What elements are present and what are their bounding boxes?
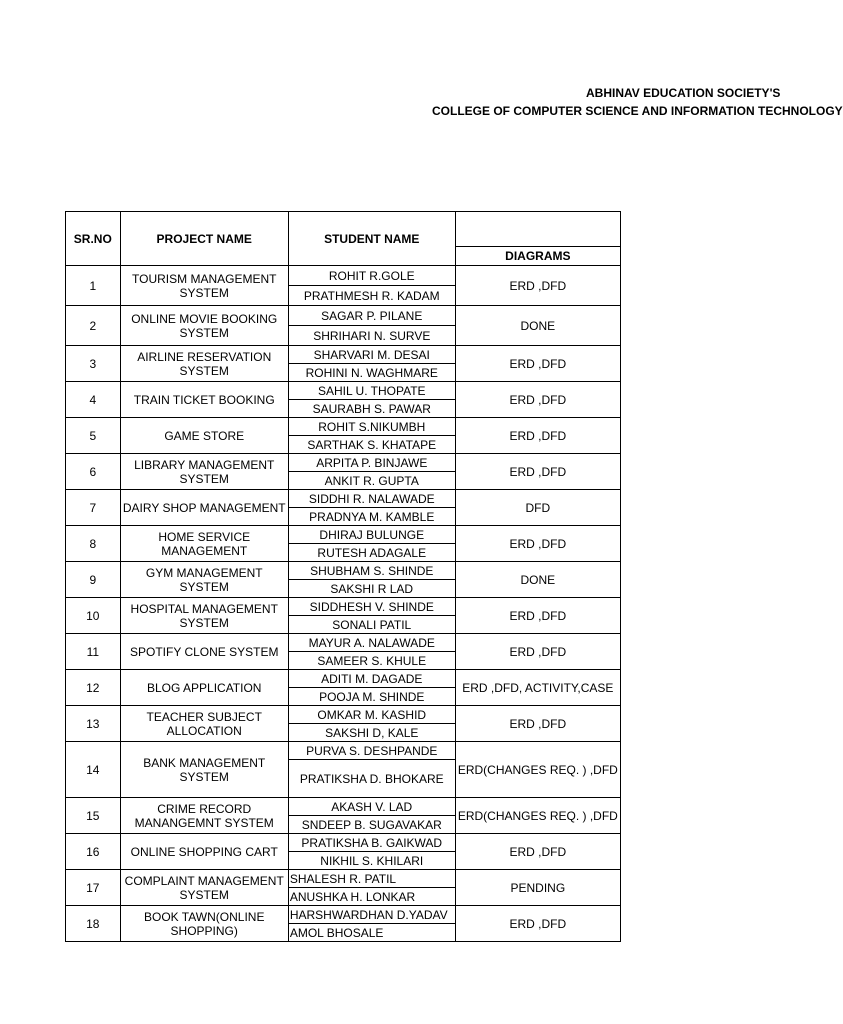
table-row — [66, 834, 621, 852]
student-name-cell: ADITI M. DAGADE — [288, 670, 455, 688]
student-name-cell: SARTHAK S. KHATAPE — [288, 436, 455, 454]
project-name-cell: TEACHER SUBJECT ALLOCATION — [120, 706, 288, 742]
table-row — [66, 906, 621, 924]
student-name-cell: NIKHIL S. KHILARI — [288, 852, 455, 870]
student-name-cell: SAKSHI R LAD — [288, 580, 455, 598]
student-name-cell: DHIRAJ BULUNGE — [288, 526, 455, 544]
project-table — [65, 211, 621, 942]
project-name-cell: COMPLAINT MANAGEMENT SYSTEM — [120, 870, 288, 906]
project-name-cell: HOME SERVICE MANAGEMENT — [120, 526, 288, 562]
col-header-student-name: STUDENT NAME — [288, 212, 455, 266]
project-name-cell: BLOG APPLICATION — [120, 670, 288, 706]
project-name-cell: GAME STORE — [120, 418, 288, 454]
diagrams-cell: ERD ,DFD — [455, 382, 620, 418]
table-row — [66, 598, 621, 616]
student-name-cell: ROHIT R.GOLE — [288, 266, 455, 286]
diagrams-cell: ERD ,DFD — [455, 598, 620, 634]
student-name-cell: SAURABH S. PAWAR — [288, 400, 455, 418]
sr-no-cell: 17 — [66, 870, 121, 906]
table-row — [66, 266, 621, 286]
table-row — [66, 382, 621, 400]
sr-no-cell: 11 — [66, 634, 121, 670]
diagrams-cell: ERD ,DFD — [455, 834, 620, 870]
diagrams-cell: ERD ,DFD — [455, 526, 620, 562]
student-name-cell: PURVA S. DESHPANDE — [288, 742, 455, 760]
student-name-cell: ROHIT S.NIKUMBH — [288, 418, 455, 436]
sr-no-cell: 8 — [66, 526, 121, 562]
student-name-cell: AMOL BHOSALE — [288, 924, 455, 942]
project-name-cell: CRIME RECORD MANANGEMNT SYSTEM — [120, 798, 288, 834]
diagrams-cell: DFD — [455, 490, 620, 526]
project-name-cell: TOURISM MANAGEMENT SYSTEM — [120, 266, 288, 306]
diagrams-cell: ERD ,DFD — [455, 706, 620, 742]
sr-no-cell: 1 — [66, 266, 121, 306]
project-name-cell: ONLINE MOVIE BOOKING SYSTEM — [120, 306, 288, 346]
table-row — [66, 870, 621, 888]
table-row — [66, 742, 621, 760]
sr-no-cell: 12 — [66, 670, 121, 706]
col-header-project-name: PROJECT NAME — [120, 212, 288, 266]
sr-no-cell: 4 — [66, 382, 121, 418]
student-name-cell: SIDDHESH V. SHINDE — [288, 598, 455, 616]
student-name-cell: MAYUR A. NALAWADE — [288, 634, 455, 652]
diagrams-cell: ERD ,DFD — [455, 266, 620, 306]
student-name-cell: PRATIKSHA B. GAIKWAD — [288, 834, 455, 852]
student-name-cell: SAGAR P. PILANE — [288, 306, 455, 326]
project-name-cell: AIRLINE RESERVATION SYSTEM — [120, 346, 288, 382]
table-row — [66, 418, 621, 436]
diagrams-cell: DONE — [455, 562, 620, 598]
diagrams-cell: PENDING — [455, 870, 620, 906]
student-name-cell: SHUBHAM S. SHINDE — [288, 562, 455, 580]
student-name-cell: PRATIKSHA D. BHOKARE — [288, 760, 455, 798]
table-row — [66, 706, 621, 724]
sr-no-cell: 7 — [66, 490, 121, 526]
project-name-cell: SPOTIFY CLONE SYSTEM — [120, 634, 288, 670]
table-row — [66, 634, 621, 652]
sr-no-cell: 10 — [66, 598, 121, 634]
student-name-cell: ROHINI N. WAGHMARE — [288, 364, 455, 382]
sr-no-cell: 9 — [66, 562, 121, 598]
table-row — [66, 798, 621, 816]
student-name-cell: HARSHWARDHAN D.YADAV — [288, 906, 455, 924]
project-name-cell: LIBRARY MANAGEMENT SYSTEM — [120, 454, 288, 490]
diagrams-cell: ERD ,DFD — [455, 418, 620, 454]
sr-no-cell: 14 — [66, 742, 121, 798]
table-body — [66, 266, 621, 942]
diagrams-cell: ERD ,DFD, ACTIVITY,CASE — [455, 670, 620, 706]
student-name-cell: SNDEEP B. SUGAVAKAR — [288, 816, 455, 834]
project-name-cell: BOOK TAWN(ONLINE SHOPPING) — [120, 906, 288, 942]
diagrams-cell: ERD ,DFD — [455, 906, 620, 942]
sr-no-cell: 15 — [66, 798, 121, 834]
table-row — [66, 490, 621, 508]
col-header-blank — [455, 212, 620, 247]
student-name-cell: ANUSHKA H. LONKAR — [288, 888, 455, 906]
table-row — [66, 562, 621, 580]
project-name-cell: GYM MANAGEMENT SYSTEM — [120, 562, 288, 598]
student-name-cell: SHALESH R. PATIL — [288, 870, 455, 888]
student-name-cell: SHRIHARI N. SURVE — [288, 326, 455, 346]
sr-no-cell: 3 — [66, 346, 121, 382]
college-name: COLLEGE OF COMPUTER SCIENCE AND INFORMATION TECHNOLOGY — [432, 104, 843, 118]
table-row — [66, 306, 621, 326]
institution-name: ABHINAV EDUCATION SOCIETY'S — [586, 86, 781, 100]
student-name-cell: SAHIL U. THOPATE — [288, 382, 455, 400]
diagrams-cell: ERD ,DFD — [455, 346, 620, 382]
diagrams-cell: ERD(CHANGES REQ. ) ,DFD — [455, 742, 620, 798]
project-name-cell: DAIRY SHOP MANAGEMENT — [120, 490, 288, 526]
project-name-cell: ONLINE SHOPPING CART — [120, 834, 288, 870]
col-header-diagrams: DIAGRAMS — [455, 247, 620, 266]
student-name-cell: PRADNYA M. KAMBLE — [288, 508, 455, 526]
project-name-cell: HOSPITAL MANAGEMENT SYSTEM — [120, 598, 288, 634]
col-header-sr-no: SR.NO — [66, 212, 121, 266]
student-name-cell: SHARVARI M. DESAI — [288, 346, 455, 364]
student-name-cell: ARPITA P. BINJAWE — [288, 454, 455, 472]
diagrams-cell: ERD(CHANGES REQ. ) ,DFD — [455, 798, 620, 834]
table-row — [66, 346, 621, 364]
sr-no-cell: 5 — [66, 418, 121, 454]
student-name-cell: SONALI PATIL — [288, 616, 455, 634]
table-row — [66, 526, 621, 544]
student-name-cell: PRATHMESH R. KADAM — [288, 286, 455, 306]
sr-no-cell: 16 — [66, 834, 121, 870]
student-name-cell: ANKIT R. GUPTA — [288, 472, 455, 490]
sr-no-cell: 18 — [66, 906, 121, 942]
table-row — [66, 454, 621, 472]
student-name-cell: POOJA M. SHINDE — [288, 688, 455, 706]
student-name-cell: SAMEER S. KHULE — [288, 652, 455, 670]
diagrams-cell: ERD ,DFD — [455, 454, 620, 490]
student-name-cell: SIDDHI R. NALAWADE — [288, 490, 455, 508]
sr-no-cell: 6 — [66, 454, 121, 490]
student-name-cell: RUTESH ADAGALE — [288, 544, 455, 562]
project-name-cell: BANK MANAGEMENT SYSTEM — [120, 742, 288, 798]
diagrams-cell: DONE — [455, 306, 620, 346]
diagrams-cell: ERD ,DFD — [455, 634, 620, 670]
student-name-cell: OMKAR M. KASHID — [288, 706, 455, 724]
project-name-cell: TRAIN TICKET BOOKING — [120, 382, 288, 418]
table-row — [66, 670, 621, 688]
sr-no-cell: 2 — [66, 306, 121, 346]
student-name-cell: SAKSHI D, KALE — [288, 724, 455, 742]
sr-no-cell: 13 — [66, 706, 121, 742]
student-name-cell: AKASH V. LAD — [288, 798, 455, 816]
